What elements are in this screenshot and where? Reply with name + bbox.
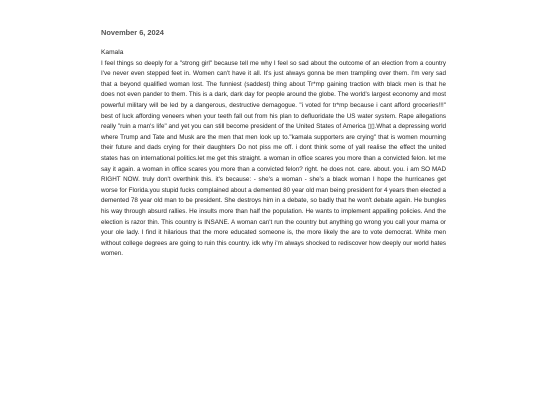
post-date: November 6, 2024 <box>101 28 164 37</box>
post-title: Kamala <box>101 49 124 56</box>
post-entry <box>101 48 446 260</box>
post-body: I feel things so deeply for a "strong girl" because tell me why I feel so sad about the outcome of an election from a country I've never even stepped feet in. Women can't have it all. It's just always gonna be men trampling over them. I'm very sad that a beyond qualified woman lost. The funniest (saddest) thing about Tr*mp gaining traction with black men is that he does not even pander to them. This is a dark, dark day for people around the globe. The world's largest economy and most powerful military will be led by a dangerous, destructive demagogue. "i voted for tr*mp because i cant afford groceries!!!" best of luck affording veneers when your teeth fall out from his plan to defluoridate the US water system. Rape allegations really "ruin a man's life" and yet you can still become president of the United States of America ▯▯.What a depressing world where Trump and Tate and Musk are the men that men look up to."kamala supporters are crying" that is women mourning their future and dads crying for their daughters Do not piss me off. i dont think some of yall realise the effect the united states has on international politics.let me get this straight. a woman in office scares you more than a convicted felon. let me say it again. a woman in office scares you more than a convicted felon? right. he does not. care. about. you. i am SO MAD RIGHT NOW. truly don't overthink this. it's because: - she's a woman - she's a black woman I hope the hurricanes get worse for Florida.you stupid fucks complained about a demented 80 year old man being president for 4 years then elected a demented 78 year old man to be president. She destroys him in a debate, so badly that he won't debate again. He bungles his way through absurd rallies. He insults more than half the population. He wants to implement appalling policies. And the election is razor thin. This country is INSANE. A woman can't run the country but anything go wrong you call your mama or your ole lady. I find it hilarious that the more educated someone is, the more likely the are to vote democrat. White men without college degrees are going to ruin this country. idk why i'm always shocked to rediscover how deeply our world hates women. <box>101 59 446 258</box>
